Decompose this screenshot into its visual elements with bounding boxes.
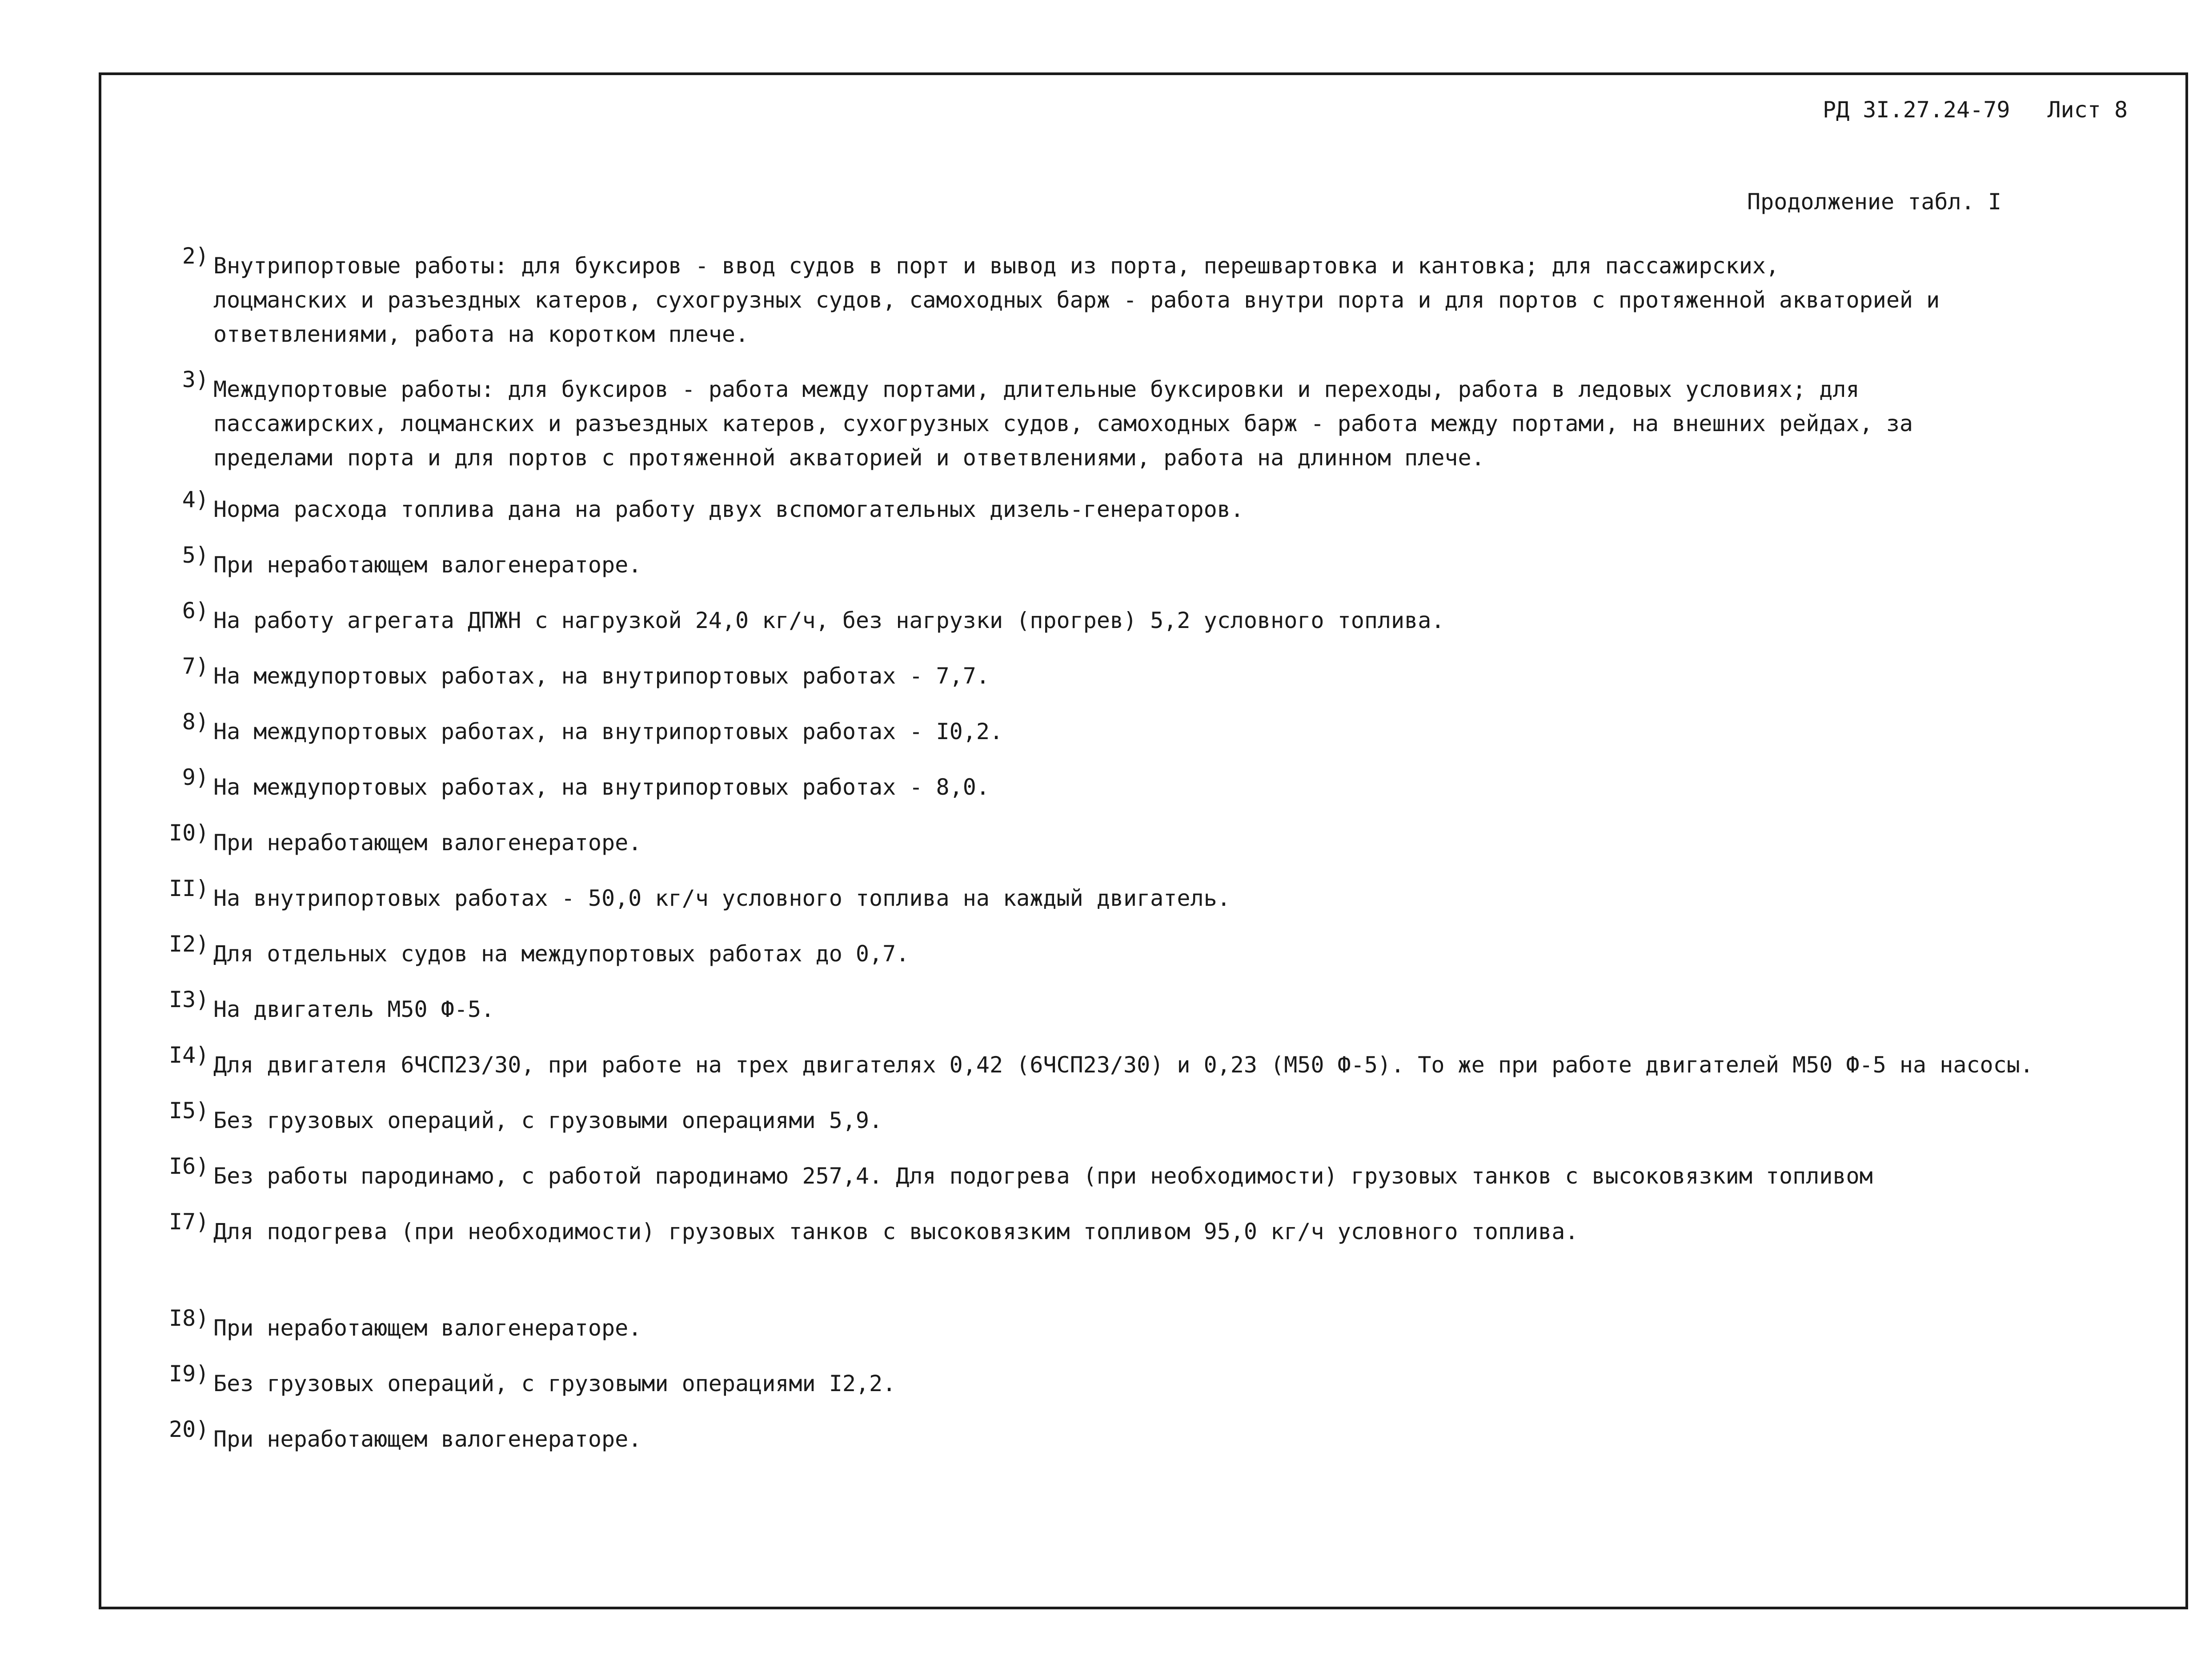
footnote-line: ответвлениями, работа на коротком плече. xyxy=(213,321,749,347)
footnote-line: Для отдельных судов на междупортовых работах до 0,7. xyxy=(213,941,910,967)
footnote-line: Норма расхода топлива дана на работу двух вспомогательных дизель-генераторов. xyxy=(213,496,1244,522)
footnote-number: I9) xyxy=(169,1361,209,1387)
footnote xyxy=(169,1361,2169,1401)
footnote xyxy=(169,1098,2169,1138)
footnote-line: При неработающем валогенераторе. xyxy=(213,552,642,578)
footnote xyxy=(169,1153,2169,1193)
footnote xyxy=(182,367,2169,475)
footnote xyxy=(169,1042,2169,1082)
footnote-number: 5) xyxy=(182,542,209,568)
footnote-line: Без грузовых операций, с грузовыми операциями I2,2. xyxy=(213,1371,896,1396)
footnote-number: I4) xyxy=(169,1042,209,1068)
footnote-line: На работу агрегата ДПЖН с нагрузкой 24,0 кг/ч, без нагрузки (прогрев) 5,2 условного топлива. xyxy=(213,608,1445,633)
footnote-line: На внутрипортовых работах - 50,0 кг/ч условного топлива на каждый двигатель. xyxy=(213,885,1231,911)
footnote xyxy=(169,1209,2169,1249)
footnote xyxy=(169,1416,2169,1456)
footnote-text xyxy=(150,1104,2169,1138)
table-continuation-title: Продолжение табл. I xyxy=(1747,189,2001,215)
footnote-number: 3) xyxy=(182,367,209,392)
footnote-line: пассажирских, лоцманских и разъездных катеров, сухогрузных судов, самоходных барж - работа между портами, на внешних рейдах, за xyxy=(213,411,1913,436)
footnote-number: 8) xyxy=(182,709,209,735)
footnote-text xyxy=(150,1367,2169,1401)
footnote xyxy=(169,876,2169,916)
footnote-text xyxy=(150,604,2169,638)
footnote-line: Для подогрева (при необходимости) грузовых танков с высоковязким топливом 95,0 кг/ч условного топлива. xyxy=(213,1219,1579,1244)
footnote-number: 2) xyxy=(182,243,209,269)
footnote xyxy=(182,598,2169,638)
footnote-number: 9) xyxy=(182,764,209,790)
footnote xyxy=(182,487,2169,527)
footnote-line: При неработающем валогенераторе. xyxy=(213,1426,642,1452)
footnote-text xyxy=(150,659,2169,693)
footnote-line: При неработающем валогенераторе. xyxy=(213,1315,642,1341)
footnote-line: Без грузовых операций, с грузовыми операциями 5,9. xyxy=(213,1108,883,1133)
footnote-line: На междупортовых работах, на внутрипортовых работах - I0,2. xyxy=(213,719,1003,744)
footnote-number: I0) xyxy=(169,820,209,846)
footnote-line: На междупортовых работах, на внутрипортовых работах - 7,7. xyxy=(213,663,990,689)
footnote-line: Внутрипортовые работы: для буксиров - ввод судов в порт и вывод из порта, перешвартовка и кантовка; для пассажирских, xyxy=(213,253,1779,279)
footnote-text xyxy=(150,1048,2169,1082)
footnote-number: 4) xyxy=(182,487,209,512)
footnote xyxy=(169,931,2169,971)
footnote-number: I8) xyxy=(169,1305,209,1331)
footnote-line: Без работы пародинамо, с работой пародинамо 257,4. Для подогрева (при необходимости) грузовых танков с высоковязким топливом xyxy=(213,1163,1873,1189)
footnote-number: I3) xyxy=(169,987,209,1012)
footnote-text xyxy=(150,1311,2169,1345)
footnote-line: На междупортовых работах, на внутрипортовых работах - 8,0. xyxy=(213,774,990,800)
footnote-line: При неработающем валогенераторе. xyxy=(213,830,642,856)
footnote xyxy=(169,820,2169,860)
footnote-text xyxy=(150,1215,2169,1249)
footnote xyxy=(182,653,2169,693)
footnote-number: 6) xyxy=(182,598,209,624)
footnote xyxy=(182,764,2169,804)
footnote-text xyxy=(150,937,2169,971)
sheet-number: Лист 8 xyxy=(2047,97,2128,123)
footnote-line: лоцманских и разъездных катеров, сухогрузных судов, самоходных барж - работа внутри порта и для портов с протяженной акваторией и xyxy=(213,287,1940,313)
footnote-number: 7) xyxy=(182,653,209,679)
footnote-number: I6) xyxy=(169,1153,209,1179)
footnote-text xyxy=(150,881,2169,916)
footnote xyxy=(182,709,2169,749)
footnote-text xyxy=(150,249,2169,352)
document-header xyxy=(1823,97,2128,123)
footnote-text xyxy=(150,992,2169,1027)
footnote xyxy=(169,987,2169,1027)
footnote-line: пределами порта и для портов с протяженной акваторией и ответвлениями, работа на длинном плече. xyxy=(213,445,1485,471)
footnote-number: II) xyxy=(169,876,209,901)
footnote-number: I7) xyxy=(169,1209,209,1235)
footnote-text xyxy=(150,1422,2169,1456)
footnote-line: Для двигателя 6ЧСП23/30, при работе на трех двигателях 0,42 (6ЧСП23/30) и 0,23 (М50 Ф-5). То же при работе двигателей М50 Ф-5 на насосы. xyxy=(213,1052,2033,1078)
footnote-number: I2) xyxy=(169,931,209,957)
footnote-text xyxy=(150,548,2169,582)
footnote-text xyxy=(150,492,2169,527)
footnote xyxy=(182,243,2169,352)
footnote xyxy=(169,1305,2169,1345)
footnote-text xyxy=(150,770,2169,804)
footnote-line: Междупортовые работы: для буксиров - работа между портами, длительные буксировки и переходы, работа в ледовых условиях; для xyxy=(213,376,1860,402)
footnote-text xyxy=(150,715,2169,749)
footnote-number: I5) xyxy=(169,1098,209,1124)
document-code: РД 3I.27.24-79 xyxy=(1823,97,2010,123)
footnote-text xyxy=(150,372,2169,475)
footnote-text xyxy=(150,826,2169,860)
footnote-line: На двигатель М50 Ф-5. xyxy=(213,996,495,1022)
footnote xyxy=(182,542,2169,582)
footnote-number: 20) xyxy=(169,1416,209,1442)
footnote-text xyxy=(150,1159,2169,1193)
